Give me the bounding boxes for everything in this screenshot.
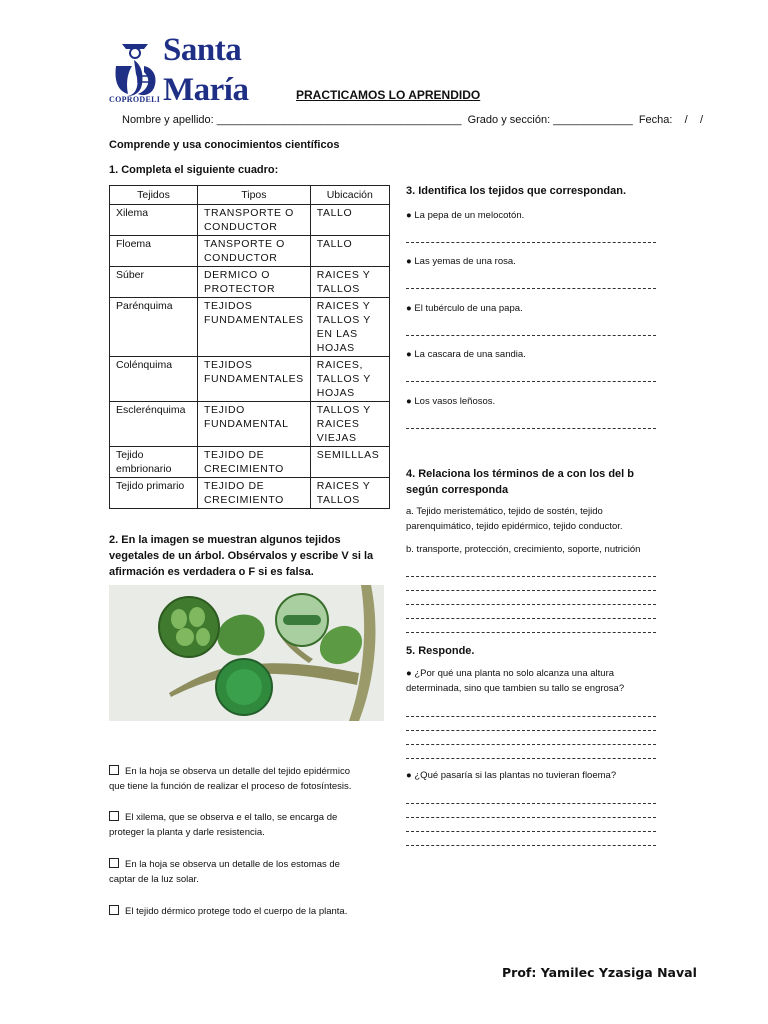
- statement-4: El tejido dérmico protege todo el cuerpo de la planta.: [109, 904, 379, 919]
- checkbox[interactable]: [109, 905, 119, 915]
- page-title: PRACTICAMOS LO APRENDIDO: [296, 88, 481, 102]
- answer-line[interactable]: [406, 716, 656, 717]
- table-row: [110, 267, 390, 298]
- table-row: [110, 402, 390, 447]
- table-cell: TALLO: [310, 236, 389, 267]
- q3-item: ● La pepa de un melocotón.: [406, 210, 525, 221]
- statement-3: En la hoja se observa un detalle de los estomas de captar de la luz solar.: [109, 859, 340, 885]
- brand-name-line1: Santa: [163, 32, 242, 68]
- statement-2: El xilema, que se observa e el tallo, se encarga de proteger la planta y darle resistencia.: [109, 812, 338, 838]
- answer-line[interactable]: [406, 845, 656, 846]
- answer-line[interactable]: [406, 632, 656, 633]
- q5-question-a: ● ¿Por qué una planta no solo alcanza una altura determinada, sino que tambien su tallo se engrosa?: [406, 668, 625, 694]
- brand-name-line2: María: [163, 72, 249, 108]
- table-cell: TEJIDO FUNDAMENTAL: [198, 402, 311, 447]
- answer-line[interactable]: [406, 618, 656, 619]
- answer-line[interactable]: [406, 288, 656, 289]
- answer-line[interactable]: [406, 758, 656, 759]
- answer-line[interactable]: [406, 242, 656, 243]
- answer-line[interactable]: [406, 381, 656, 382]
- q1-title: 1. Completa el siguiente cuadro:: [109, 164, 279, 176]
- answer-line[interactable]: [406, 604, 656, 605]
- table-cell: DERMICO O PROTECTOR: [198, 267, 311, 298]
- table-cell: TRANSPORTE O CONDUCTOR: [198, 205, 311, 236]
- brand-subtitle: COPRODELI: [109, 95, 161, 104]
- answer-line[interactable]: [406, 335, 656, 336]
- plant-tissues-image: [109, 585, 384, 721]
- table-cell: TEJIDOS FUNDAMENTALES: [198, 357, 311, 402]
- table-row: [110, 447, 390, 478]
- table-cell: Parénquima: [110, 298, 198, 357]
- q2-title: 2. En la imagen se muestran algunos tejidos vegetales de un árbol. Obsérvalos y escribe V si la afirmación es verdadera o F si es falsa.: [109, 534, 374, 578]
- column-header: Tipos: [198, 186, 311, 205]
- q4-list-b: b. transporte, protección, crecimiento, soporte, nutrición: [406, 544, 641, 555]
- table-row: [110, 357, 390, 402]
- table-row: [110, 205, 390, 236]
- q4-list-a: a. Tejido meristemático, tejido de sostén, tejido parenquimático, tejido epidérmico, tejido conductor.: [406, 506, 623, 532]
- table-row: [110, 478, 390, 509]
- table-cell: TEJIDO DE CRECIMIENTO: [198, 478, 311, 509]
- table-cell: RAICES Y TALLOS: [310, 478, 389, 509]
- table-cell: TALLOS Y RAICES VIEJAS: [310, 402, 389, 447]
- q3-item: ● Las yemas de una rosa.: [406, 256, 516, 267]
- table-row: [110, 236, 390, 267]
- statement-1: En la hoja se observa un detalle del tejido epidérmico que tiene la función de realizar el proceso de fotosíntesis.: [109, 766, 352, 792]
- table-cell: TEJIDO DE CRECIMIENTO: [198, 447, 311, 478]
- checkbox[interactable]: [109, 858, 119, 868]
- answer-line[interactable]: [406, 744, 656, 745]
- table-row: [110, 298, 390, 357]
- answer-line[interactable]: [406, 803, 656, 804]
- table-cell: RAICES, TALLOS Y HOJAS: [310, 357, 389, 402]
- table-cell: Súber: [110, 267, 198, 298]
- table-cell: TALLO: [310, 205, 389, 236]
- school-logo-icon: [108, 36, 162, 102]
- answer-line[interactable]: [406, 831, 656, 832]
- checkbox[interactable]: [109, 765, 119, 775]
- q4-title: 4. Relaciona los términos de a con los del b según corresponda: [406, 468, 635, 496]
- answer-line[interactable]: [406, 576, 656, 577]
- answer-line[interactable]: [406, 730, 656, 731]
- table-cell: Colénquima: [110, 357, 198, 402]
- table-cell: Tejido embrionario: [110, 447, 198, 478]
- q3-item: ● El tubérculo de una papa.: [406, 303, 523, 314]
- q5-title: 5. Responde.: [406, 645, 475, 657]
- competence-heading: Comprende y usa conocimientos científicos: [109, 139, 340, 151]
- answer-line[interactable]: [406, 590, 656, 591]
- q3-item: ● Los vasos leñosos.: [406, 396, 496, 407]
- table-cell: Tejido primario: [110, 478, 198, 509]
- tissue-table: [109, 185, 390, 509]
- table-cell: TANSPORTE O CONDUCTOR: [198, 236, 311, 267]
- q3-title: 3. Identifica los tejidos que correspondan.: [406, 185, 627, 197]
- checkbox[interactable]: [109, 811, 119, 821]
- student-info-line: Nombre y apellido: ________________________________________ Grado y sección: _____________ Fecha: / /: [122, 114, 704, 126]
- answer-line[interactable]: [406, 428, 656, 429]
- teacher-signature: Prof: Yamilec Yzasiga Naval: [502, 965, 697, 980]
- table-cell: RAICES Y TALLOS: [310, 267, 389, 298]
- table-cell: TEJIDOS FUNDAMENTALES: [198, 298, 311, 357]
- table-header-row: [110, 186, 390, 205]
- column-header: Tejidos: [110, 186, 198, 205]
- table-cell: Xilema: [110, 205, 198, 236]
- table-cell: SEMILLLAS: [310, 447, 389, 478]
- table-cell: RAICES Y TALLOS Y EN LAS HOJAS: [310, 298, 389, 357]
- table-cell: Floema: [110, 236, 198, 267]
- answer-line[interactable]: [406, 817, 656, 818]
- q5-question-b: ● ¿Qué pasaría si las plantas no tuvieran floema?: [406, 770, 617, 781]
- column-header: Ubicación: [310, 186, 389, 205]
- q3-item: ● La cascara de una sandia.: [406, 349, 526, 360]
- table-cell: Esclerénquima: [110, 402, 198, 447]
